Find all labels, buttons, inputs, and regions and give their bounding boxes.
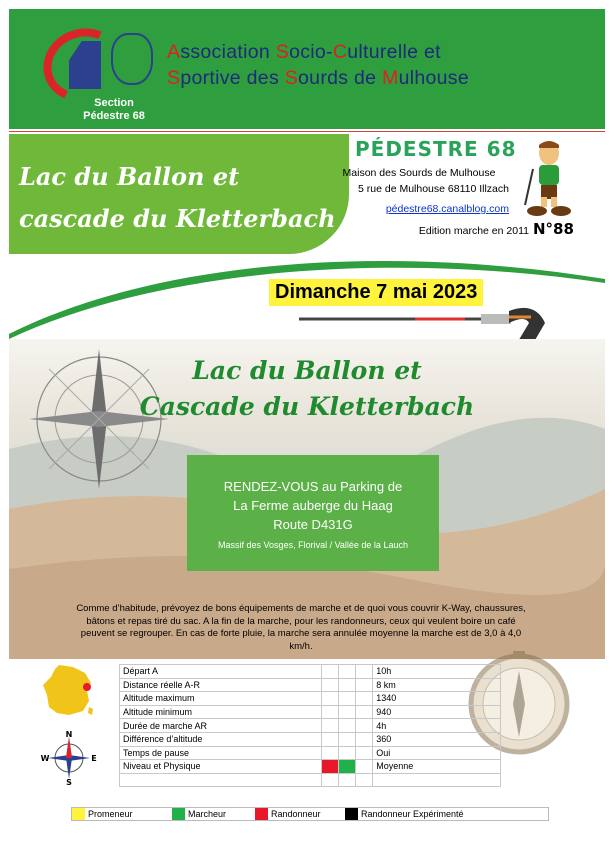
banner-title: [19, 156, 339, 240]
table-cell-label: Altitude minimum: [120, 705, 322, 719]
table-cell-level: [322, 732, 339, 746]
table-cell-label: Temps de pause: [120, 746, 322, 760]
association-name-segment: ocio-: [289, 41, 333, 63]
compass-s-label: S: [66, 778, 72, 787]
association-name-segment: M: [382, 67, 399, 89]
logo-caption-line2: Pédestre 68: [83, 110, 145, 122]
table-cell-level: [322, 678, 339, 692]
table-cell-level: [356, 746, 373, 760]
table-row: [120, 719, 501, 733]
compass-e-label: E: [91, 754, 97, 763]
table-cell-level: [356, 719, 373, 733]
association-name-segment: S: [284, 67, 299, 89]
table-cell-value: 1340: [373, 692, 501, 706]
compass-n-label: N: [65, 730, 73, 739]
logo-caption: [59, 97, 169, 123]
table-cell-value: 8 km: [373, 678, 501, 692]
association-logo: [39, 23, 159, 123]
compass-w-label: W: [40, 754, 50, 763]
table-cell-value: 940: [373, 705, 501, 719]
blog-link[interactable]: pédestre68.canalblog.com: [385, 203, 509, 215]
intro-paragraph: Comme d’habitude, prévoyez de bons équipements de marche et de quoi vous couvrir K-Way, chaussures, bâtons et repas tiré du sac. A la fin de la marche, pour les randonneurs, ceux qui veulent boire un café peuvent se regrouper. En cas de forte pluie, la marche sera annulée moyenne la marche est de 3,0 à 4,0 km/h.: [76, 603, 526, 652]
compass-rose: [42, 731, 96, 785]
legend-item-randonneur-experimente: [345, 808, 525, 820]
rendezvous-box: [187, 455, 439, 571]
table-cell-level: [339, 719, 356, 733]
legend-label: Marcheur: [188, 809, 227, 819]
table-cell-level: [356, 760, 373, 774]
logo-hand-icon: [111, 33, 153, 85]
legend-swatch: [345, 808, 358, 820]
event-title: [9, 353, 605, 425]
table-cell-label: Altitude maximum: [120, 692, 322, 706]
table-cell-level: [356, 773, 373, 787]
table-row: [120, 746, 501, 760]
level-swatch-red: [322, 760, 338, 773]
event-date: Dimanche 7 mai 2023: [269, 279, 483, 306]
table-row: [120, 773, 501, 787]
legend-item-marcheur: [172, 808, 255, 820]
table-cell-value: Oui: [373, 746, 501, 760]
table-row: [120, 678, 501, 692]
address-line2: 5 rue de Mulhouse 68110 Illzach: [358, 183, 509, 195]
table-cell-level: [339, 678, 356, 692]
table-cell-label: Différence d’altitude: [120, 732, 322, 746]
legend-label: Promeneur: [88, 809, 133, 819]
table-cell-level: [322, 719, 339, 733]
table-cell-level: [339, 773, 356, 787]
table-cell-label: Distance réelle A-R: [120, 678, 322, 692]
hike-details-table: [119, 664, 501, 787]
rendezvous-line1: RENDEZ-VOUS au Parking de: [223, 479, 403, 494]
table-cell-level: [339, 760, 356, 774]
legend-item-randonneur: [255, 808, 345, 820]
legend-swatch: [72, 808, 85, 820]
table-cell-label: [120, 773, 322, 787]
table-cell-level: [339, 746, 356, 760]
legend-item-promeneur: [72, 808, 172, 820]
table-row: [120, 760, 501, 774]
legend-label: Randonneur: [271, 809, 321, 819]
edition-text: Edition marche en 2011: [418, 225, 529, 237]
rendezvous-line4: Massif des Vosges, Florival / Vallée de la Lauch: [218, 540, 408, 550]
table-row: [120, 665, 501, 679]
event-title-line2: Cascade du Kletterbach: [139, 392, 475, 421]
banner-title-line2: cascade du Kletterbach: [19, 204, 336, 233]
association-name-segment: portive des: [180, 67, 285, 89]
legend-label: Randonneur Expérimenté: [361, 809, 464, 819]
association-name-segment: ulhouse: [398, 67, 470, 89]
association-name-segment: ssociation: [180, 41, 276, 63]
table-cell-label: Niveau et Physique: [120, 760, 322, 774]
club-info: [329, 133, 605, 243]
table-cell-level: [322, 665, 339, 679]
table-cell-level: [339, 705, 356, 719]
table-cell-label: Départ A: [120, 665, 322, 679]
header-band: [9, 9, 605, 129]
association-name-segment: A: [167, 41, 181, 63]
title-banner: [9, 134, 349, 254]
table-cell-level: [322, 746, 339, 760]
legend-swatch: [172, 808, 185, 820]
association-name-segment: ulturelle et: [347, 41, 441, 63]
table-row: [120, 732, 501, 746]
association-name-line1: [167, 39, 469, 65]
table-cell-level: [356, 692, 373, 706]
association-name-segment: S: [167, 67, 181, 89]
table-cell-level: [322, 773, 339, 787]
table-cell-level: [356, 665, 373, 679]
association-name: [167, 39, 469, 91]
table-cell-value: 4h: [373, 719, 501, 733]
table-cell-level: [322, 692, 339, 706]
association-name-line2: [167, 65, 469, 91]
event-title-line1: Lac du Ballon et: [192, 356, 422, 385]
level-swatch-green: [339, 760, 355, 773]
table-row: [120, 705, 501, 719]
table-cell-level: [356, 705, 373, 719]
logo-caption-line1: Section: [94, 97, 134, 109]
table-cell-level: [322, 705, 339, 719]
table-cell-level: [339, 732, 356, 746]
table-cell-level: [339, 665, 356, 679]
rendezvous-line3: Route D431G: [273, 517, 353, 532]
address-line1: Maison des Sourds de Mulhouse: [342, 167, 496, 179]
table-cell-value: Moyenne: [373, 760, 501, 774]
table-cell-level: [356, 678, 373, 692]
france-map-icon: [39, 661, 99, 721]
table-cell-label: Durée de marche AR: [120, 719, 322, 733]
association-name-segment: S: [275, 41, 290, 63]
table-cell-level: [356, 732, 373, 746]
compass-rose-icon: [42, 731, 96, 785]
association-name-segment: C: [332, 41, 348, 63]
table-cell-value: [373, 773, 501, 787]
banner-title-line1: Lac du Ballon et: [19, 162, 240, 191]
flyer-page: [9, 9, 605, 855]
table-cell-value: 360: [373, 732, 501, 746]
table-cell-level: [339, 692, 356, 706]
association-name-segment: ourds de: [298, 67, 383, 89]
table-row: [120, 692, 501, 706]
difficulty-legend: [71, 807, 549, 821]
rendezvous-line2: La Ferme auberge du Haag: [233, 498, 393, 513]
header-divider: [9, 131, 605, 132]
issue-number: N°88: [533, 220, 574, 238]
table-cell-level: [322, 760, 339, 774]
legend-swatch: [255, 808, 268, 820]
table-cell-value: 10h: [373, 665, 501, 679]
hiker-mascot-icon: [519, 139, 581, 217]
brand-name: PÉDESTRE 68: [355, 137, 517, 161]
